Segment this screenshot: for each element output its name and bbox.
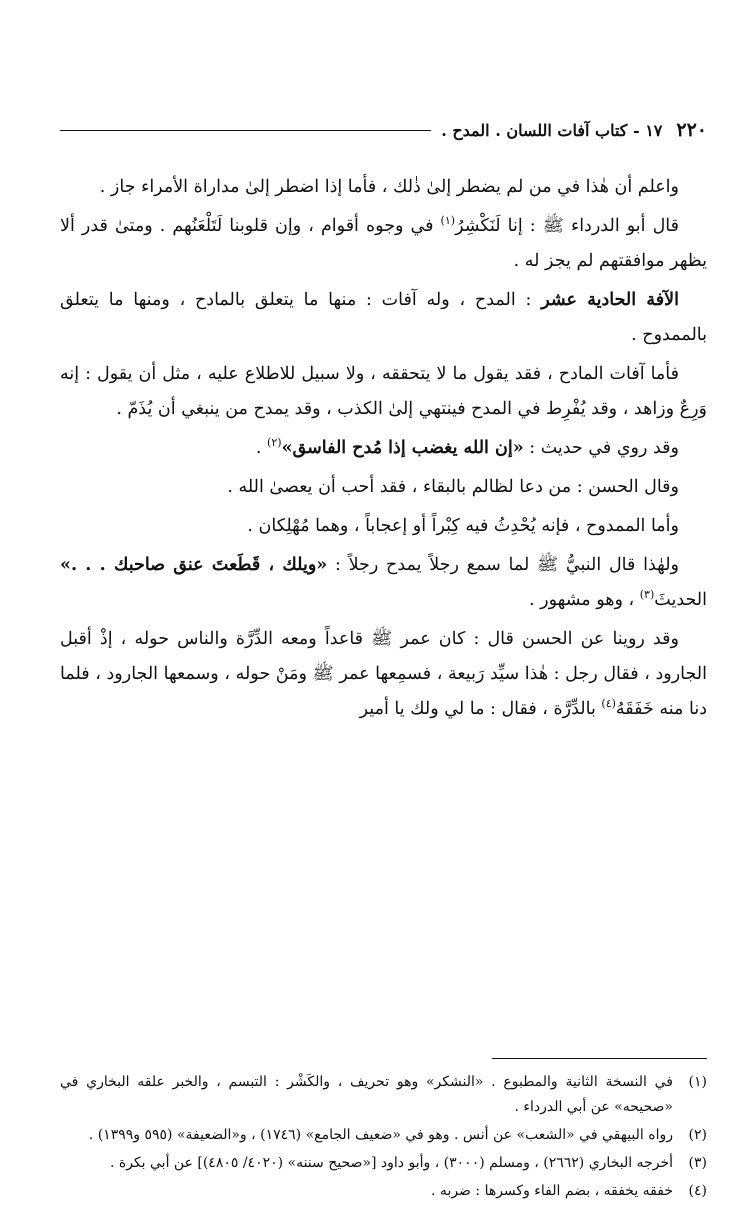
paragraph	[60, 357, 707, 427]
footnote-ref[interactable]: (١)	[440, 214, 456, 228]
footnote-text: خفقه يخفقه ، بضم الفاء وكسرها : ضربه .	[431, 1183, 673, 1199]
header-rule	[60, 130, 431, 131]
paragraph	[60, 209, 707, 279]
footnote-number: (٤)	[688, 1183, 707, 1199]
footnote	[60, 1179, 707, 1204]
paragraph	[60, 548, 707, 618]
footnote-text: رواه البيهقي في «الشعب» عن أنس . وهو في «ضعيف الجامع» (١٧٤٦) ، و«الضعيفة» (٥٩٥ و١٣٩٩) .	[88, 1127, 673, 1143]
paragraph	[60, 431, 707, 466]
footnote	[60, 1151, 707, 1176]
text-run: .	[255, 438, 268, 458]
footnote	[60, 1070, 707, 1120]
text-run: في وجوه أقوام ، وإن قلوبنا لَتَلْعَنُهم . ومتىٰ قدر ألا يظهر موافقتهم لم يجز له .	[60, 216, 707, 271]
running-title: ١٧ - كتاب آفات اللسان . المدح .	[441, 120, 663, 140]
text-run: الحديثَ	[654, 590, 707, 610]
paragraph	[60, 170, 707, 205]
text-run: فأما آفات المادح ، فقد يقول ما لا يتحققه ، ولا سبيل للاطلاع عليه ، مثل أن يقول : إنه وَرِعٌ وزاهد ، وقد يُفْرِط في المدح فينتهي إلىٰ الكذب ، وقد يمدح من ينبغي أن يُذَمّ .	[60, 364, 707, 419]
paragraph	[60, 509, 707, 544]
hadith-quote: «إن الله يغضب إذا مُدح الفاسق»	[281, 438, 524, 458]
footnote-ref[interactable]: (٢)	[267, 436, 282, 450]
footnote-number: (٣)	[688, 1155, 707, 1171]
page-header	[60, 118, 707, 142]
paragraph	[60, 622, 707, 727]
text-run: قال أبو الدرداء ﷺ : إنا لَنَكْشِرُ	[455, 216, 679, 236]
footnote-text: أخرجه البخاري (٢٦٦٢) ، ومسلم (٣٠٠٠) ، وأبو داود [«صحيح سننه» (٤٠٢٠/ ٤٨٠٥)] عن أبي بكرة .	[109, 1155, 673, 1171]
footnote-number: (١)	[688, 1074, 707, 1090]
text-run: وقد روينا عن الحسن قال : كان عمر ﷺ قاعداً ومعه الدِّرَّة والناس حوله ، إذْ أقبل الجارود ، فقال رجل : هٰذا سيِّد رَبيعة ، فسمِعها عمر ﷺ ومَنْ حوله ، وسمعها الجارود ، فلما دنا منه خَفَقَهُ	[60, 629, 707, 719]
footnote-number: (٢)	[688, 1127, 707, 1143]
section-heading: الآفة الحادية عشر	[541, 290, 679, 310]
text-run: : المدح ، وله آفات : منها ما يتعلق بالمادح ، ومنها ما يتعلق بالممدوح .	[60, 290, 707, 345]
paragraph	[60, 470, 707, 505]
paragraph	[60, 283, 707, 353]
text-run: ، وهو مشهور .	[529, 590, 640, 610]
text-run: وقال الحسن : من دعا لظالم بالبقاء ، فقد أحب أن يعصىٰ الله .	[227, 477, 679, 497]
text-run: وأما الممدوح ، فإنه يُحْدِثُ فيه كِبْراً أو إعجاباً ، وهما مُهْلِكان .	[247, 516, 679, 536]
page-number: ٢٢٠	[676, 119, 707, 141]
footnote-ref[interactable]: (٤)	[601, 697, 616, 711]
text-run: واعلم أن هٰذا في من لم يضطر إلىٰ ذٰلك ، فأما إذا اضطر إلىٰ مداراة الأمراء جاز .	[99, 177, 679, 197]
main-text	[60, 170, 707, 731]
text-run: ولهٰذا قال النبيُّ ﷺ لما سمع رجلاً يمدح رجلاً :	[327, 555, 680, 575]
footnotes	[60, 1070, 707, 1207]
hadith-quote: «ويلك ، قَطَعتَ عنق صاحبك . . .»	[60, 555, 328, 575]
text-run: بالدِّرَّة ، فقال : ما لي ولك يا أمير	[359, 699, 602, 719]
footnote-text: في النسخة الثانية والمطبوع . «النشكر» وهو تحريف ، والكَشْر : التبسم ، والخبر علقه البخاري في «صحيحه» عن أبي الدرداء .	[60, 1074, 673, 1115]
footnote	[60, 1123, 707, 1148]
footnote-ref[interactable]: (٣)	[639, 588, 655, 602]
text-run: وقد روي في حديث :	[523, 438, 679, 458]
footnote-rule	[492, 1058, 707, 1059]
